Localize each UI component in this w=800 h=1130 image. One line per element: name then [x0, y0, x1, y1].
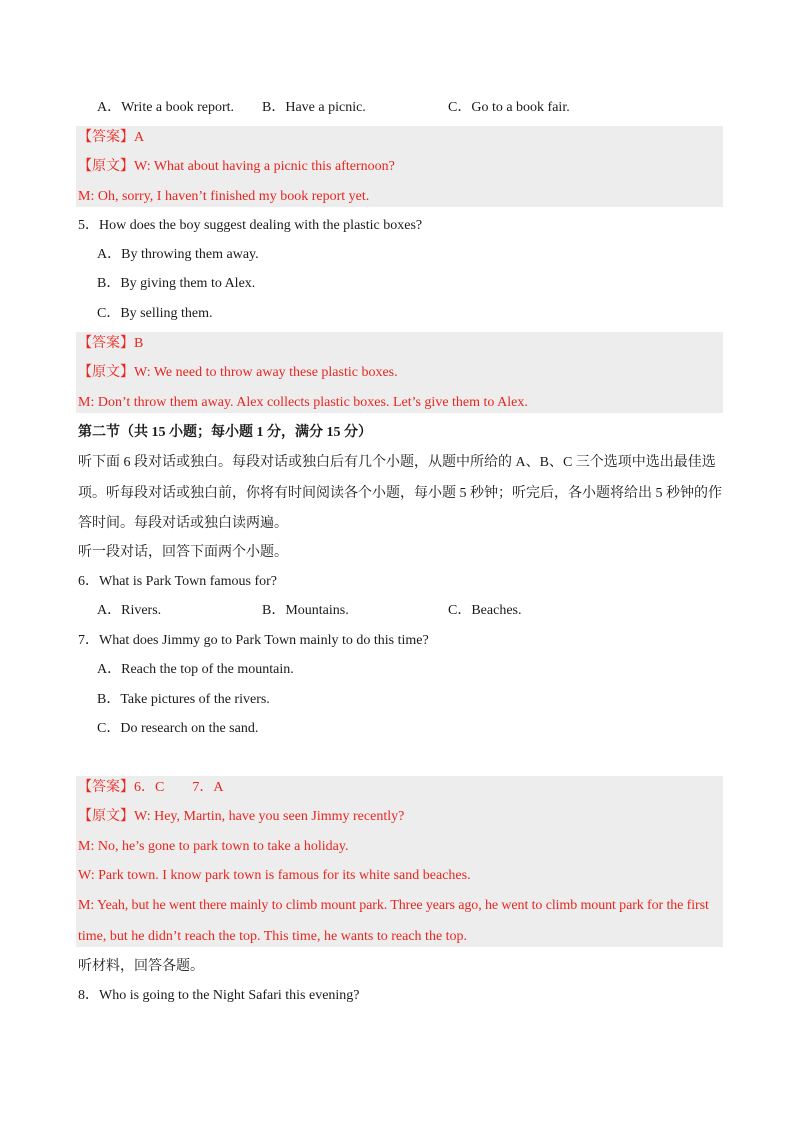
q6-option-a[interactable]: A．Rivers. [97, 603, 162, 618]
section-2-instructions-line-2: 项。听每段对话或独白前，你将有时间阅读各个小题，每小题 5 秒钟；听完后，各小题将给出 5 秒钟的作 [78, 486, 722, 501]
transcript-q4-line-2: M: Oh, sorry, I haven’t finished my book report yet. [78, 189, 370, 204]
section-2-instructions-line-3: 答时间。每段对话或独白读两遍。 [78, 516, 288, 531]
q7-option-a[interactable]: A．Reach the top of the mountain. [97, 662, 294, 677]
q6-stem: 6．What is Park Town famous for? [78, 574, 278, 589]
q6-option-b[interactable]: B．Mountains. [262, 603, 349, 618]
q4-option-c[interactable]: C．Go to a book fair. [448, 100, 570, 115]
section-2-heading: 第二节（共 15 小题；每小题 1 分，满分 15 分） [78, 425, 372, 440]
q8-stem: 8．Who is going to the Night Safari this evening? [78, 988, 360, 1003]
q5-option-c[interactable]: C．By selling them. [97, 306, 213, 321]
transcript-q6-q7-line-3: W: Park town. I know park town is famous for its white sand beaches. [78, 868, 471, 883]
section-2-instructions-line-1: 听下面 6 段对话或独白。每段对话或独白后有几个小题，从题中所给的 A、B、C 三个选项中选出最佳选 [78, 455, 716, 470]
q7-stem: 7．What does Jimmy go to Park Town mainly to do this time? [78, 633, 429, 648]
q5-stem: 5．How does the boy suggest dealing with the plastic boxes? [78, 218, 423, 233]
transcript-q4-line-1: 【原文】W: What about having a picnic this afternoon? [78, 159, 395, 174]
transcript-q6-q7-line-2: M: No, he’s gone to park town to take a holiday. [78, 839, 349, 854]
answer-q5: 【答案】B [78, 336, 144, 351]
q5-option-b[interactable]: B．By giving them to Alex. [97, 276, 256, 291]
transcript-q5-line-1: 【原文】W: We need to throw away these plastic boxes. [78, 365, 398, 380]
answer-q6-q7: 【答案】6．C 7．A [78, 780, 224, 795]
answer-block-q6-q7 [76, 776, 723, 947]
q5-option-a[interactable]: A．By throwing them away. [97, 247, 259, 262]
dialog-intro: 听一段对话，回答下面两个小题。 [78, 545, 288, 560]
transcript-q5-line-2: M: Don’t throw them away. Alex collects plastic boxes. Let’s give them to Alex. [78, 395, 528, 410]
q4-option-a[interactable]: A．Write a book report. [97, 100, 235, 115]
q7-option-b[interactable]: B．Take pictures of the rivers. [97, 692, 270, 707]
q6-option-c[interactable]: C．Beaches. [448, 603, 522, 618]
material-intro: 听材料，回答各题。 [78, 959, 204, 974]
transcript-q6-q7-line-4: M: Yeah, but he went there mainly to climb mount park. Three years ago, he went to climb mount park for the first [78, 898, 709, 913]
answer-q4: 【答案】A [78, 130, 145, 145]
transcript-q6-q7-line-5: time, but he didn’t reach the top. This time, he wants to reach the top. [78, 929, 468, 944]
q4-option-b[interactable]: B．Have a picnic. [262, 100, 366, 115]
q7-option-c[interactable]: C．Do research on the sand. [97, 721, 259, 736]
transcript-q6-q7-line-1: 【原文】W: Hey, Martin, have you seen Jimmy recently? [78, 809, 405, 824]
